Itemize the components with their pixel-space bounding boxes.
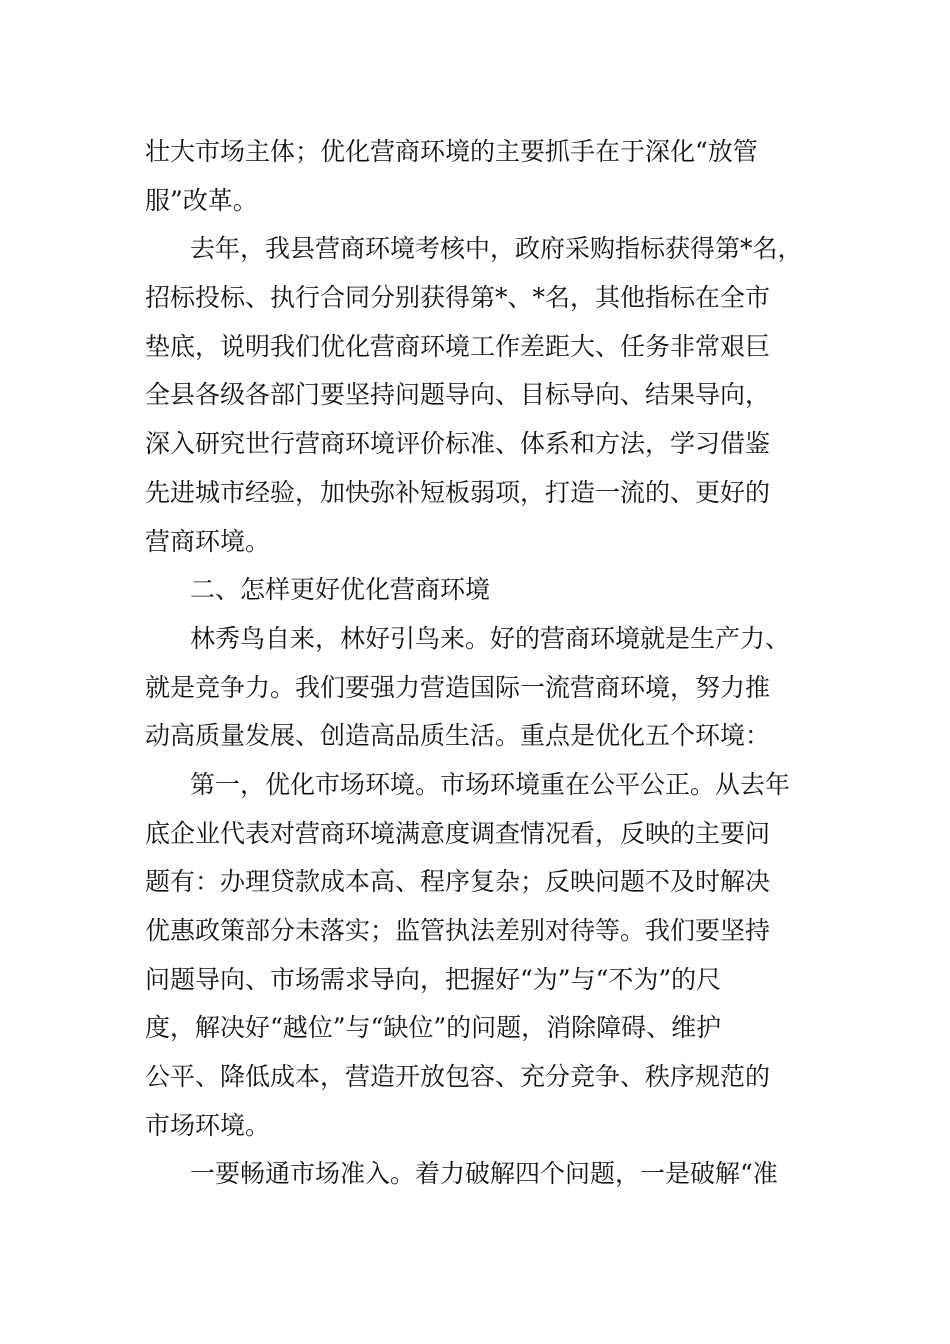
body-text [145,128,815,1199]
text-line: 垫底，说明我们优化营商环境工作差距大、任务非常艰巨 [145,331,771,361]
text-line: 动高质量发展、创造高品质生活。重点是优化五个环境： [145,721,771,751]
text-line: 就是竞争力。我们要强力营造国际一流营商环境，努力推 [145,672,771,702]
text-line: 市场环境。 [145,1110,271,1140]
text-line: 底企业代表对营商环境满意度调查情况看，反映的主要问 [145,818,771,848]
text-line: 服”改革。 [145,185,258,215]
text-line: 壮大市场主体；优化营商环境的主要抓手在于深化“放管 [145,137,758,166]
text-line: 问题导向、市场需求导向，把握好“为”与“不为”的尺 [145,964,722,994]
text-line: 全县各级各部门要坚持问题导向、目标导向、结果导向， [145,380,771,410]
text-line: 优惠政策部分未落实；监管执法差别对待等。我们要坚持 [145,916,771,945]
text-line: 度，解决好“越位”与“缺位”的问题，消除障碍、维护 [145,1013,722,1043]
text-line: 招标投标、执行合同分别获得第*、*名，其他指标在全市 [145,283,771,313]
paragraph-start-line: 林秀鸟自来，林好引鸟来。好的营商环境就是生产力、 [190,623,791,653]
text-line: 先进城市经验，加快弥补短板弱项，打造一流的、更好的 [145,477,771,507]
paragraph-start-line: 第一，优化市场环境。市场环境重在公平公正。从去年 [190,769,791,799]
text-line: 营商环境。 [145,526,271,556]
text-line: 公平、降低成本，营造开放包容、充分竞争、秩序规范的 [145,1062,771,1092]
paragraph-start-line: 去年，我县营商环境考核中，政府采购指标获得第*名， [190,234,803,264]
paragraph-start-line: 一要畅通市场准入。着力破解四个问题，一是破解“准 [190,1159,778,1189]
section-heading: 二、怎样更好优化营商环境 [190,575,491,605]
text-line: 深入研究世行营商环境评价标准、体系和方法，学习借鉴 [145,429,771,459]
text-line: 题有：办理贷款成本高、程序复杂；反映问题不及时解决 [145,867,771,897]
